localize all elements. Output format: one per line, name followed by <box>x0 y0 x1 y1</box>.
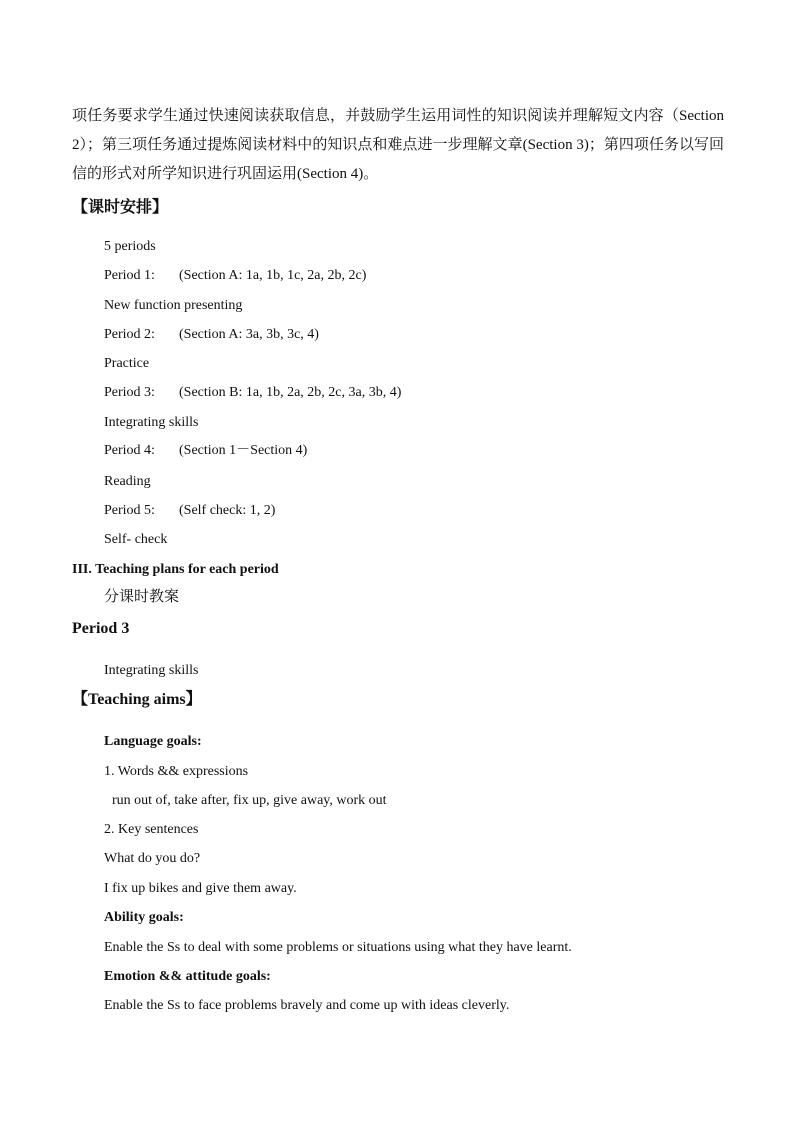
period-4-label: Period 4: <box>104 443 155 458</box>
intro-paragraph: 项任务要求学生通过快速阅读获取信息，并鼓励学生运用词性的知识阅读并理解短文内容（Section 2）；第三项任务通过提炼阅读材料中的知识点和难点进一步理解文章(Section 3)；第四项任务以写回信的形式对所学知识进行巩固运用(Section 4)。 <box>72 108 724 182</box>
words-expressions-content: run out of, take after, fix up, give away, work out <box>112 793 387 808</box>
schedule-total: 5 periods <box>104 239 156 254</box>
teaching-plans-heading: III. Teaching plans for each period <box>72 562 279 577</box>
period-4-type: Reading <box>104 474 151 489</box>
period-3-title: Period 3 <box>72 620 130 637</box>
period-2-label: Period 2: <box>104 327 155 342</box>
period-1-type: New function presenting <box>104 298 243 313</box>
language-goals-label: Language goals: <box>104 734 202 749</box>
words-expressions-label: 1. Words && expressions <box>104 764 249 779</box>
period-5-type: Self- check <box>104 532 168 547</box>
period-5-sections: (Self check: 1, 2) <box>179 503 276 518</box>
schedule-heading: 【课时安排】 <box>72 197 169 216</box>
period-3-type: Integrating skills <box>104 415 199 430</box>
period-4-sections: (Section 1－Section 4) <box>179 443 308 458</box>
emotion-goals-label: Emotion && attitude goals: <box>104 969 271 984</box>
ability-goals-label: Ability goals: <box>104 910 184 925</box>
period-1-sections: (Section A: 1a, 1b, 1c, 2a, 2b, 2c) <box>179 268 367 283</box>
key-sentence-1: What do you do? <box>104 851 201 866</box>
teaching-aims-heading: 【Teaching aims】 <box>72 691 202 708</box>
teaching-plans-subheading: 分课时教案 <box>104 589 180 605</box>
key-sentences-label: 2. Key sentences <box>104 822 199 837</box>
period-3-label: Period 3: <box>104 385 155 400</box>
ability-goals-text: Enable the Ss to deal with some problems or situations using what they have learnt. <box>104 940 572 955</box>
period-3-type-label: Integrating skills <box>104 663 199 678</box>
period-1-label: Period 1: <box>104 268 155 283</box>
period-2-sections: (Section A: 3a, 3b, 3c, 4) <box>179 327 319 342</box>
key-sentence-2: I fix up bikes and give them away. <box>104 881 297 896</box>
period-2-type: Practice <box>104 356 150 371</box>
period-5-label: Period 5: <box>104 503 155 518</box>
period-3-sections: (Section B: 1a, 1b, 2a, 2b, 2c, 3a, 3b, 4) <box>179 385 402 400</box>
emotion-goals-text: Enable the Ss to face problems bravely and come up with ideas cleverly. <box>104 998 510 1013</box>
